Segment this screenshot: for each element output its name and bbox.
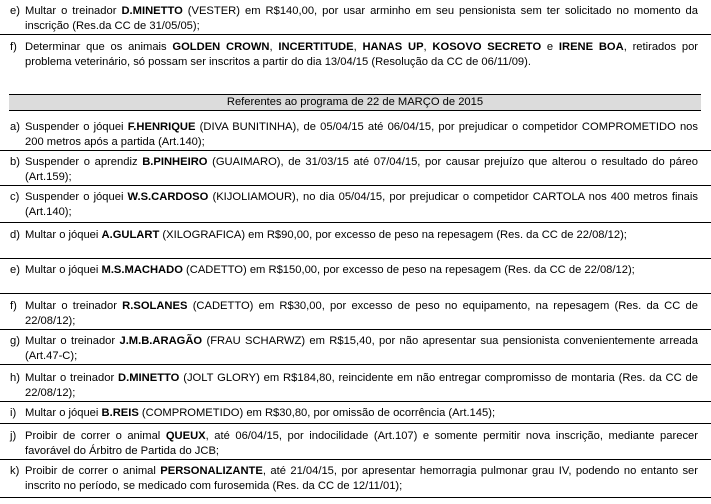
resolution-item-e — [10, 263, 698, 278]
resolution-item-i — [10, 406, 698, 421]
resolution-item-j — [10, 429, 698, 459]
text-segment: Multar o treinador — [25, 300, 123, 312]
text-segment: (CADETTO) em R$30,00, por excesso de peso no equipamento, na repesagem (Res. da CC de 22/08/12); — [25, 300, 698, 327]
text-segment: , até 06/04/15, por indocilidade (Art.107) e somente permitir nova inscrição, mediante parecer favorável do Árbitro de Partida do JCB; — [25, 430, 698, 457]
item-text — [25, 334, 698, 364]
bold-name: HANAS UP — [362, 41, 424, 53]
resolution-item-d — [10, 228, 698, 243]
separator-line — [0, 459, 711, 460]
text-segment: Suspender o jóquei — [25, 191, 128, 203]
text-segment: (COMPROMETIDO) em R$30,80, por omissão de ocorrência (Art.145); — [138, 407, 496, 419]
item-label: b) — [10, 156, 20, 168]
text-segment: Multar o jóquei — [25, 229, 102, 241]
item-label: e) — [10, 264, 20, 276]
text-segment: Proibir de correr o animal — [25, 465, 161, 477]
item-text — [25, 406, 698, 421]
resolution-item-a — [10, 120, 698, 150]
text-segment: Multar o treinador — [25, 335, 120, 347]
item-label: a) — [10, 121, 20, 133]
item-text — [25, 155, 698, 185]
resolution-item-f-top — [10, 40, 698, 70]
bold-name: IRENE BOA — [558, 41, 624, 53]
separator-line — [0, 150, 711, 151]
item-text — [25, 120, 698, 150]
bold-name: D.MINETTO — [118, 372, 180, 384]
text-segment: , — [353, 41, 363, 53]
resolution-item-g — [10, 334, 698, 364]
section-header: Referentes ao programa de 22 de MARÇO de 2015 — [9, 94, 701, 111]
separator-line — [0, 222, 711, 223]
text-segment: (CADETTO) em R$150,00, por excesso de peso na repesagem (Res. da CC de 22/08/12); — [182, 264, 635, 276]
text-segment: Determinar que os animais — [25, 41, 173, 53]
text-segment: (FRAU SCHARWZ) em R$15,40, por não apresentar sua pensionista convenientemente arreada (Art.47-C); — [25, 335, 698, 362]
text-segment: Multar o jóquei — [25, 407, 102, 419]
separator-line — [0, 401, 711, 402]
item-label: f) — [10, 41, 17, 53]
resolution-item-b — [10, 155, 698, 185]
item-text — [25, 429, 698, 459]
text-segment: Multar o jóquei — [25, 264, 102, 276]
separator-line — [0, 497, 711, 498]
text-segment: (VESTER) em R$140,00, por usar arminho em seu pensionista sem ter solicitado no momento da inscrição (Res.da CC de 31/05/05); — [25, 5, 698, 32]
separator-line — [0, 258, 711, 259]
text-segment: , até 21/04/15, por apresentar hemorragia pulmonar grau IV, podendo no entanto ser inscrito no período, se medicado com furosemida (Res. da CC de 12/11/01); — [25, 465, 698, 492]
bold-name: M.S.MACHADO — [101, 264, 183, 276]
text-segment: , — [423, 41, 433, 53]
separator-line — [0, 364, 711, 365]
separator-line — [0, 423, 711, 424]
text-segment: (KIJOLIAMOUR), no dia 05/04/15, por prejudicar o competidor CARTOLA nos 400 metros finais (Art.140); — [25, 191, 698, 218]
item-label: d) — [10, 229, 20, 241]
text-segment: (GUAIMARO), de 31/03/15 até 07/04/15, por causar prejuízo que alterou o resultado do páreo (Art.159); — [25, 156, 698, 183]
text-segment: , — [269, 41, 279, 53]
item-label: j) — [10, 430, 17, 442]
bold-name: GOLDEN CROWN — [172, 41, 270, 53]
resolution-item-e-top — [10, 4, 698, 34]
item-text — [25, 4, 698, 34]
item-text — [25, 228, 698, 243]
bold-name: QUEUX — [165, 430, 206, 442]
text-segment: , retirados por problema veterinário, só possam ser inscritos a partir do dia 13/04/15 (Resolução da CC de 06/11/09). — [25, 41, 699, 68]
item-label: f) — [10, 300, 17, 312]
bold-name: D.MINETTO — [121, 5, 183, 17]
resolution-item-k — [10, 464, 698, 494]
bold-name: R.SOLANES — [122, 300, 188, 312]
bold-name: A.GULART — [101, 229, 160, 241]
separator-line — [0, 34, 711, 35]
text-segment: (JOLT GLORY) em R$184,80, reincidente em não entregar compromisso de montaria (Res. da CC de 22/08/12); — [25, 372, 698, 399]
text-segment: Suspender o aprendiz — [25, 156, 143, 168]
item-label: g) — [10, 335, 20, 347]
item-text — [25, 464, 698, 494]
separator-line — [0, 293, 711, 294]
item-label: e) — [10, 5, 20, 17]
bold-name: B.REIS — [101, 407, 139, 419]
text-segment: e — [541, 41, 559, 53]
bold-name: B.PINHEIRO — [142, 156, 208, 168]
text-segment: Multar o treinador — [25, 5, 122, 17]
resolution-item-f — [10, 299, 698, 329]
text-segment: (XILOGRAFICA) em R$90,00, por excesso de peso na repesagem (Res. da CC de 22/08/12); — [159, 229, 627, 241]
bold-name: W.S.CARDOSO — [127, 191, 209, 203]
text-segment: Suspender o jóquei — [25, 121, 128, 133]
text-segment: (DIVA BUNITINHA), de 05/04/15 até 06/04/15, por prejudicar o competidor COMPROMETIDO nos 200 metros após a partida (Art.140); — [25, 121, 698, 148]
resolution-item-c — [10, 190, 698, 220]
resolution-item-h — [10, 371, 698, 401]
item-text — [25, 40, 698, 70]
separator-line — [0, 185, 711, 186]
bold-name: PERSONALIZANTE — [160, 465, 263, 477]
item-text — [25, 299, 698, 329]
text-segment: Multar o treinador — [25, 372, 119, 384]
item-label: h) — [10, 372, 20, 384]
bold-name: F.HENRIQUE — [127, 121, 196, 133]
item-label: i) — [10, 407, 17, 419]
item-text — [25, 190, 698, 220]
bold-name: KOSOVO SECRETO — [432, 41, 542, 53]
text-segment: Proibir de correr o animal — [25, 430, 166, 442]
item-label: k) — [10, 465, 20, 477]
separator-line — [0, 329, 711, 330]
bold-name: INCERTITUDE — [278, 41, 354, 53]
bold-name: J.M.B.ARAGÃO — [119, 335, 203, 347]
item-text — [25, 263, 698, 278]
item-text — [25, 371, 698, 401]
item-label: c) — [10, 191, 20, 203]
